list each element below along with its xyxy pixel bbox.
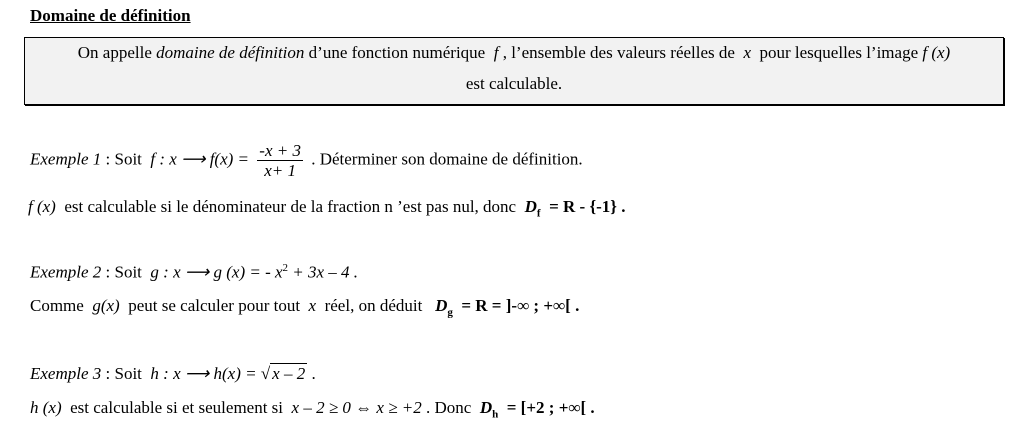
fraction-numerator: -x + 3	[259, 141, 301, 160]
domain-symbol: D	[524, 197, 537, 216]
example-text: . Déterminer son domaine de définition.	[311, 149, 583, 169]
square-root: √ x – 2	[260, 364, 306, 383]
math-hx: h (x)	[30, 398, 62, 417]
math-x: x	[743, 43, 751, 62]
math-expression: h : x ⟶ h(x) =	[150, 364, 257, 383]
example-text: : Soit	[105, 149, 142, 169]
definition-text: , l’ensemble des valeurs réelles de	[502, 43, 735, 62]
radicand: x – 2	[272, 364, 306, 383]
example-text: réel, on déduit	[324, 296, 423, 315]
math-expression: + 3x – 4 .	[292, 262, 359, 282]
example-text: est calculable si et seulement si	[70, 398, 284, 417]
domain-symbol: D	[435, 296, 448, 315]
example-label: Exemple 2	[30, 262, 102, 282]
definition-text: On appelle	[77, 43, 152, 62]
domain-result: = [+2 ; +∞[ .	[506, 398, 595, 417]
example-2-statement	[30, 262, 358, 283]
example-label: Exemple 3	[30, 364, 102, 383]
domain-result: = R - {-1} .	[549, 197, 626, 216]
math-condition: x – 2 ≥ 0 ⇔ x ≥ +2	[291, 398, 422, 417]
math-gx: g(x)	[92, 296, 120, 315]
example-text: .	[311, 364, 316, 383]
math-f: f	[493, 43, 499, 62]
math-x: x	[308, 296, 317, 315]
fraction-denominator: x+ 1	[264, 161, 297, 180]
math-expression: f : x ⟶ f(x) =	[150, 149, 250, 169]
definition-box	[24, 37, 1004, 105]
math-fx: f (x)	[28, 197, 56, 216]
example-text: : Soit	[105, 364, 142, 383]
example-text: Comme	[30, 296, 84, 315]
domain-subscript: h	[492, 408, 499, 421]
math-fx: f (x)	[922, 43, 951, 62]
domain-subscript: g	[447, 306, 453, 319]
definition-line-2: est calculable.	[465, 74, 563, 93]
definition-line-1	[25, 43, 1003, 63]
domain-result: = R = ]-∞ ; +∞[ .	[461, 296, 580, 315]
exponent: 2	[282, 262, 289, 274]
section-title: Domaine de définition	[30, 6, 191, 25]
example-text: . Donc	[426, 398, 472, 417]
definition-term: domaine de définition	[156, 43, 305, 62]
definition-text: d’une fonction numérique	[308, 43, 486, 62]
fraction	[257, 141, 303, 180]
example-3-statement	[30, 364, 316, 384]
example-3-answer	[30, 398, 595, 420]
example-text: peut se calculer pour tout	[128, 296, 301, 315]
example-1-answer	[28, 197, 626, 219]
example-label: Exemple 1	[30, 149, 102, 169]
example-text: : Soit	[105, 262, 142, 282]
definition-text: pour lesquelles l’image	[759, 43, 919, 62]
math-expression: g : x ⟶ g (x) = - x	[150, 262, 283, 282]
example-text: est calculable si le dénominateur de la fraction n ’est pas nul, donc	[64, 197, 517, 216]
domain-subscript: f	[536, 207, 541, 220]
domain-symbol: D	[479, 398, 493, 417]
example-2-answer	[30, 296, 579, 318]
example-1-statement	[30, 141, 583, 180]
